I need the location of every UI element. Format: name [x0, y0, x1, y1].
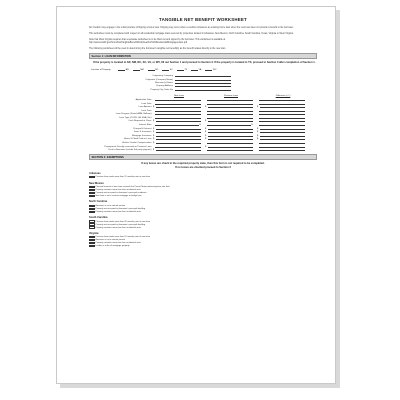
exemption-text: Property not occupied as borrower's principal dwelling: [95, 207, 146, 210]
column-previous-loan: Previous Loan: [224, 95, 238, 98]
state-blank[interactable]: [177, 67, 184, 70]
currency-symbol: $: [153, 134, 155, 137]
checkbox[interactable]: [89, 192, 95, 194]
field-label: Originating Company: [152, 75, 173, 78]
loan-row-label: Mortgage Insurance: [132, 134, 152, 137]
currency-symbol: $: [257, 138, 259, 141]
currency-symbol: $: [153, 149, 155, 152]
state-options: [118, 67, 216, 70]
loan-row-label: Home & Flood Paid on Loan: [124, 138, 152, 141]
state-option-sc[interactable]: [162, 67, 173, 70]
currency-symbol: $: [257, 131, 259, 134]
location-of-property-row: [91, 67, 317, 70]
state-blank[interactable]: [205, 67, 212, 70]
exemption-text: Previous loan made more than 12 months prior to new loan: [95, 176, 151, 179]
exemption-text: New loan is not a reverse mortgage or bridge loan: [95, 194, 142, 197]
state-code: NM: [140, 68, 144, 71]
checkbox[interactable]: [89, 189, 95, 191]
state-blank[interactable]: [133, 67, 140, 70]
currency-symbol: $: [153, 127, 155, 130]
checkbox[interactable]: [89, 205, 95, 207]
field-label: Borrower(s) Name: [155, 81, 173, 84]
exemption-text: Borrower is not a natural person: [95, 204, 126, 207]
currency-symbol: $: [205, 131, 207, 134]
checkbox[interactable]: [89, 211, 95, 213]
state-option-va[interactable]: [191, 67, 201, 70]
intro-block: [89, 27, 317, 51]
loan-row-label: Application Date: [135, 98, 152, 101]
percent-symbol: %: [251, 124, 253, 127]
state-blank[interactable]: [118, 67, 125, 70]
exemption-text: Property not occupied as borrower's principal dwelling: [95, 223, 146, 226]
currency-symbol: $: [153, 131, 155, 134]
checkbox[interactable]: [89, 220, 95, 222]
property-field-row: [89, 87, 317, 90]
state-option-ar[interactable]: [118, 67, 129, 70]
exemption-note: [89, 162, 317, 168]
property-fields: [89, 74, 317, 91]
intro-paragraph: Note that West Virginia requires that a separate worksheet is to be filled out and signed by the borrower. This worksheet is available at http://www.wvdbf.gov/forms/NetTangibleBenefitWorksheetFor%20ResidentialMortgageLoans.pdf: [89, 39, 226, 44]
loan-row-label: Prepayment Penalty assessed on Previous Loan: [104, 145, 152, 148]
currency-symbol: $: [153, 138, 155, 141]
checkbox[interactable]: [89, 236, 95, 238]
section1-header: Section 1: LOAN INFORMATION: [89, 53, 317, 59]
field-label: Property City, State Zip: [150, 88, 173, 91]
exemption-text: Previous loan made more than 42 months prior to new loan: [95, 220, 151, 223]
section1-instruction: If the property is located in AR, NM, NC, SC, VA, or WV, fill out Section 1 and proceed to Section 3. If the property is located in TX, proceed to Section 3 after completion of Section 1.: [93, 61, 316, 65]
state-code: SC: [169, 68, 173, 71]
intro-paragraph: This worksheet must be completed with respect to all residential mortgage loans secured by properties located in Arkansas, New Mexico, North Carolina, South Carolina, Texas, Virginia or West Virginia.: [89, 33, 294, 35]
exemption-state-heading: Virginia: [89, 232, 99, 236]
currency-symbol: $: [153, 142, 155, 145]
state-code: NC: [155, 68, 159, 71]
field-input[interactable]: [175, 87, 231, 91]
state-blank[interactable]: [162, 67, 169, 70]
exemption-text: Property not occupied as borrower's principal residence: [95, 191, 147, 194]
currency-symbol: $: [257, 106, 259, 109]
state-blank[interactable]: [191, 67, 198, 70]
exemption-state-heading: Arkansas: [89, 171, 101, 175]
currency-symbol: $: [205, 120, 207, 123]
exemption-state-heading: North Carolina: [89, 200, 108, 204]
checkbox[interactable]: [89, 242, 95, 244]
loan-comparison-grid: [89, 97, 317, 151]
currency-symbol: $: [257, 127, 259, 130]
checkbox[interactable]: [89, 226, 95, 228]
checkbox[interactable]: [89, 208, 95, 210]
cell-line[interactable]: [259, 148, 305, 152]
cell-line[interactable]: [205, 145, 253, 152]
exemption-text: Previous loan made more than 12 months prior to new loan: [95, 236, 151, 239]
state-option-wv[interactable]: [205, 67, 216, 70]
state-code: AR: [125, 68, 129, 71]
loan-row-label: Cash to Borrower (include 3rd party payouts): [107, 149, 152, 152]
loan-row-label: Loan Term: [141, 109, 152, 112]
section2-header: SECTION 2: EXEMPTIONS: [89, 154, 317, 160]
state-option-tx[interactable]: [177, 67, 187, 70]
document-title: TANGIBLE NET BENEFIT WORKSHEET: [159, 17, 247, 22]
field-label: Property Address: [156, 85, 173, 88]
loan-cell[interactable]: [153, 145, 207, 152]
loan-row-label: Cash Required at Close: [128, 120, 152, 123]
state-option-nm[interactable]: [133, 67, 144, 70]
exemption-text: Principal amount of new loan exceeds the Parent State performing loan rate limit: [95, 185, 170, 188]
state-blank[interactable]: [148, 67, 155, 70]
loan-row-label: Taxes & Insurance: [133, 131, 152, 134]
state-code: VA: [198, 68, 202, 71]
currency-symbol: $: [205, 106, 207, 109]
checkbox[interactable]: [89, 195, 95, 197]
exemption-note-line: If no boxes are checked proceed to Section 3: [175, 165, 231, 169]
checkbox[interactable]: [89, 239, 95, 241]
exemption-state-heading: South Carolina: [89, 216, 108, 220]
intro-paragraph: No Creditor may engage in the unfair practice of flipping a home loan. Flipping may occur when a creditor refinances an existing home loan when the new loan does not provide a benefit to the borrower.: [89, 27, 294, 29]
exemption-item: [89, 176, 317, 179]
exemption-note-line: If any boxes are check in the required property state, then this form is not required to be completed.: [141, 162, 265, 166]
checkbox[interactable]: [89, 186, 95, 188]
exemption-text: Property contains more than four residential units: [95, 226, 141, 229]
loan-cell[interactable]: [257, 148, 309, 152]
currency-symbol: $: [153, 106, 155, 109]
cell-line[interactable]: [156, 148, 201, 152]
currency-symbol: $: [205, 138, 207, 141]
currency-symbol: $: [153, 120, 155, 123]
exemption-text: Property contains more than four residential units: [95, 188, 141, 191]
state-code: TX: [184, 68, 188, 71]
exemption-item: [89, 245, 317, 248]
loan-cell[interactable]: [205, 145, 257, 152]
loan-row-label: Principal & Interest: [133, 127, 152, 130]
location-label: Location of Property: [91, 68, 111, 71]
exemption-text: Borrower is not a natural person: [95, 239, 126, 242]
worksheet-page: [56, 6, 336, 384]
checkbox[interactable]: [89, 176, 95, 178]
exemption-text: Property contains more than four residential units: [95, 242, 141, 245]
exemption-text: Lender is seller of mortgage property: [95, 245, 130, 248]
intro-paragraph: The following worksheet will be used in determining the borrower's tangible net benefit(s) as the benefit relates directly to the new loan.: [89, 48, 226, 50]
currency-symbol: $: [205, 127, 207, 130]
loan-row-label: Loan Type (CONV, VA, FHA, Etc): [119, 116, 152, 119]
loan-row-label: Loan Date: [141, 102, 152, 105]
checkbox[interactable]: [89, 245, 95, 247]
exemption-state-heading: New Mexico: [89, 181, 104, 185]
loan-row-label: Loan Amount: [138, 106, 152, 109]
field-label: Originator (Company Name): [145, 78, 173, 81]
currency-symbol: $: [205, 145, 207, 148]
checkbox[interactable]: [89, 223, 95, 225]
state-option-nc[interactable]: [148, 67, 159, 70]
loan-row-label: Broker/ Lender Compensation: [122, 142, 152, 145]
percent-symbol: %: [199, 124, 201, 127]
loan-row-label: Interest Rate: [138, 124, 152, 127]
state-code: WV: [212, 68, 217, 71]
exemption-list: [89, 172, 317, 248]
currency-symbol: $: [205, 134, 207, 137]
column-difference: Difference (+/-): [275, 95, 291, 98]
currency-symbol: $: [257, 134, 259, 137]
exemption-text: Property contains more than four residential units: [95, 210, 141, 213]
column-new-loan: New Loan: [174, 95, 184, 98]
loan-row-label: Loan Program (Fixed, ARM, Balloon): [115, 113, 152, 116]
